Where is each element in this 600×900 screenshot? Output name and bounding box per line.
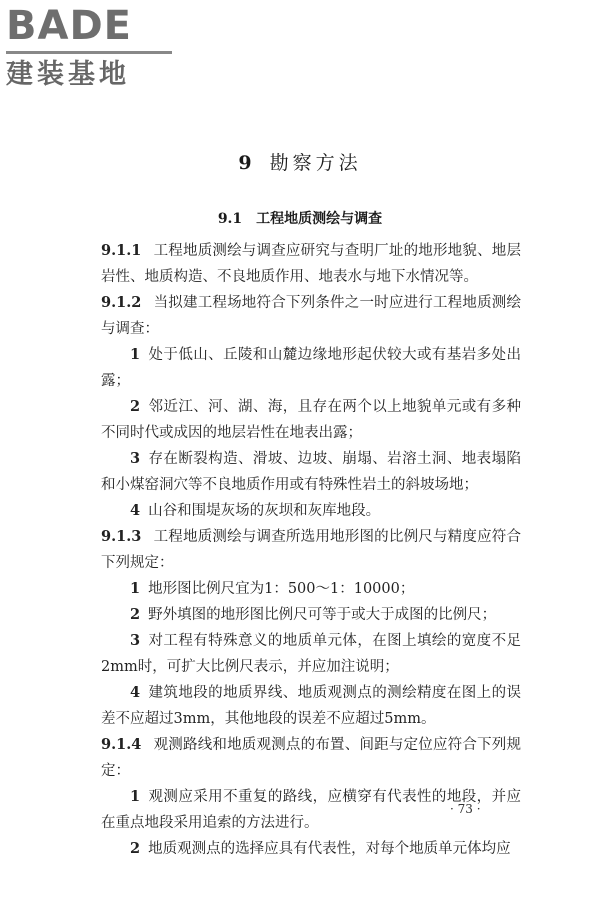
list-item bbox=[101, 680, 521, 732]
section-name: 工程地质测绘与调查 bbox=[256, 211, 383, 227]
paragraph-text: 处于低山、丘陵和山麓边缘地形起伏较大或有基岩多处出露； bbox=[101, 347, 521, 389]
clause-paragraph bbox=[101, 238, 521, 290]
list-item bbox=[101, 576, 521, 602]
paragraph-text: 建筑地段的地质界线、地质观测点的测绘精度在图上的误差不应超过3mm，其他地段的误差不应超过5mm。 bbox=[101, 685, 521, 727]
item-number: 2 bbox=[130, 606, 141, 623]
list-item bbox=[101, 446, 521, 498]
logo-divider bbox=[6, 51, 172, 54]
body-text bbox=[101, 238, 521, 862]
clause-paragraph bbox=[101, 732, 521, 784]
clause-number: 9.1.4 bbox=[101, 736, 142, 753]
item-number: 2 bbox=[130, 840, 141, 857]
section-title bbox=[0, 208, 600, 228]
paragraph-text: 当拟建工程场地符合下列条件之一时应进行工程地质测绘与调查： bbox=[101, 295, 521, 337]
chapter-name: 勘察方法 bbox=[269, 152, 362, 174]
paragraph-text: 存在断裂构造、滑坡、边坡、崩塌、岩溶土洞、地表塌陷和小煤窑洞穴等不良地质作用或有特殊性岩土的斜坡场地； bbox=[101, 451, 521, 493]
clause-number: 9.1.2 bbox=[101, 294, 142, 311]
item-number: 1 bbox=[130, 346, 141, 363]
item-number: 2 bbox=[130, 398, 141, 415]
list-item bbox=[101, 394, 521, 446]
list-item bbox=[101, 498, 521, 524]
logo-mark: BADE bbox=[6, 3, 132, 49]
paragraph-text: 工程地质测绘与调查应研究与查明厂址的地形地貌、地层岩性、地质构造、不良地质作用、地表水与地下水情况等。 bbox=[101, 243, 521, 285]
paragraph-text: 地质观测点的选择应具有代表性，对每个地质单元体均应 bbox=[148, 841, 511, 857]
paragraph-text: 邻近江、河、湖、海，且存在两个以上地貌单元或有多种不同时代或成因的地层岩性在地表出露； bbox=[101, 399, 521, 441]
paragraph-text: 野外填图的地形图比例尺可等于或大于成图的比例尺； bbox=[148, 607, 497, 623]
item-number: 3 bbox=[130, 632, 141, 649]
list-item bbox=[101, 602, 521, 628]
paragraph-text: 对工程有特殊意义的地质单元体，在图上填绘的宽度不足2mm时，可扩大比例尺表示，并应加注说明； bbox=[101, 633, 521, 675]
list-item bbox=[101, 342, 521, 394]
paragraph-text: 观测应采用不重复的路线，应横穿有代表性的地段，并应在重点地段采用追索的方法进行。 bbox=[101, 789, 521, 831]
paragraph-text: 工程地质测绘与调查所选用地形图的比例尺与精度应符合下列规定： bbox=[101, 529, 521, 571]
list-item bbox=[101, 836, 521, 862]
paragraph-text: 山谷和围堤灰场的灰坝和灰库地段。 bbox=[148, 503, 381, 519]
clause-number: 9.1.3 bbox=[101, 528, 142, 545]
logo-subtitle: 建装基地 bbox=[6, 59, 130, 90]
bade-logo bbox=[6, 4, 176, 96]
chapter-title bbox=[0, 148, 600, 175]
list-item bbox=[101, 628, 521, 680]
chapter-number: 9 bbox=[238, 152, 256, 174]
clause-number: 9.1.1 bbox=[101, 242, 142, 259]
item-number: 3 bbox=[130, 450, 141, 467]
clause-paragraph bbox=[101, 524, 521, 576]
item-number: 1 bbox=[130, 788, 141, 805]
page-number: · 73 · bbox=[450, 802, 481, 816]
item-number: 1 bbox=[130, 580, 141, 597]
clause-paragraph bbox=[101, 290, 521, 342]
paragraph-text: 观测路线和地质观测点的布置、间距与定位应符合下列规定： bbox=[101, 737, 521, 779]
item-number: 4 bbox=[130, 502, 141, 519]
section-number: 9.1 bbox=[217, 211, 243, 227]
paragraph-text: 地形图比例尺宜为1：500～1：10000； bbox=[148, 581, 415, 597]
item-number: 4 bbox=[130, 684, 141, 701]
